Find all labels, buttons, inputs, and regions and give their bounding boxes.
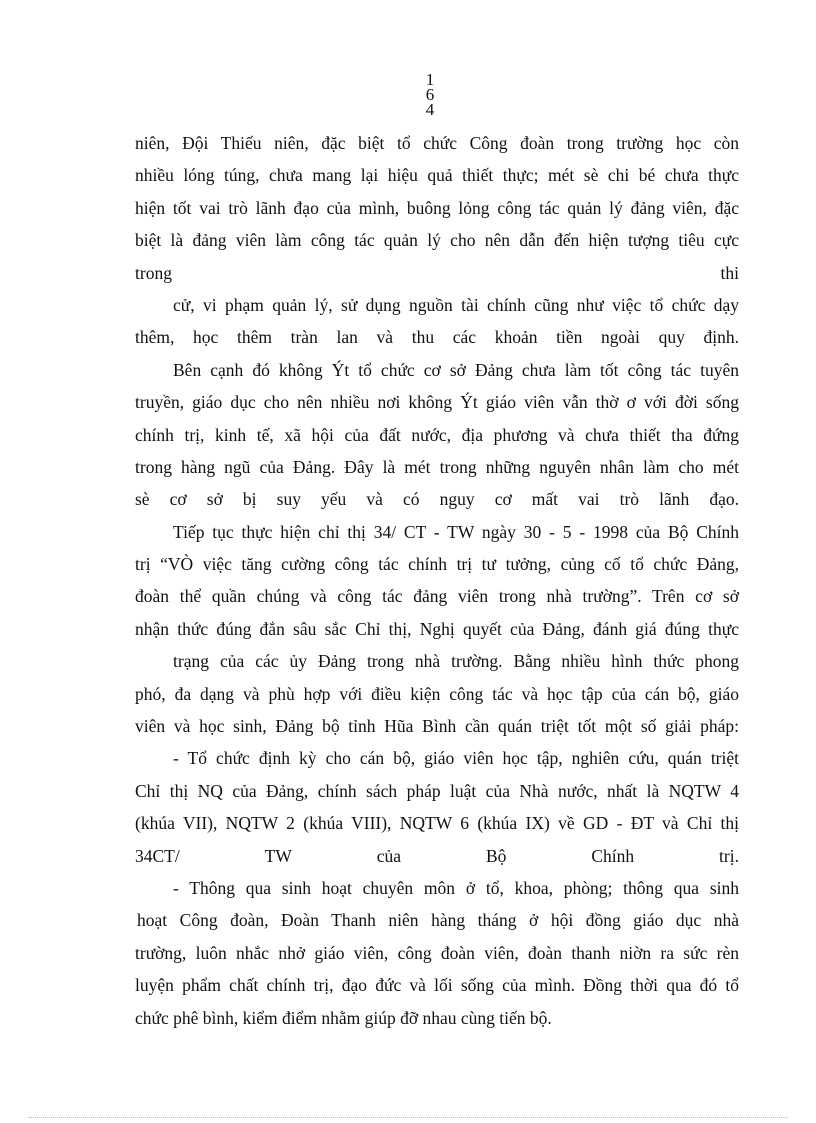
text-line: chính trị, kinh tế, xã hội của đất nước, địa phương và chưa thiết tha đứng [135,424,739,445]
text-line: thêm, học thêm tràn lan và thu các khoản tiền ngoài quy định. [135,327,739,348]
page-number-digit-3: 4 [425,100,435,119]
text-word: thi [720,262,739,283]
text-line: biệt là đảng viên làm công tác quản lý cho nên dẫn đến hiện tượng tiêu cực [135,230,739,251]
text-word: Chính [591,845,635,866]
text-line: nhận thức đúng đắn sâu sắc Chỉ thị, Nghị quyết của Đảng, đánh giá đúng thực [135,618,739,639]
text-line: đoàn thể quần chúng và công tác đảng viên trong nhà trường”. Trên cơ sở [135,586,739,607]
text-line: Chỉ thị NQ của Đảng, chính sách pháp luật của Nhà nước, nhất là NQTW 4 [135,780,739,801]
text-word: của [376,845,402,866]
text-line: Bên cạnh đó không Ýt tổ chức cơ sở Đảng chưa làm tốt công tác tuyên [173,359,739,380]
text-word: 34CT/ [135,845,180,866]
text-word: trị. [719,845,739,866]
text-line-split [135,253,739,285]
text-line: trong hàng ngũ của Đảng. Đây là mét trong những nguyên nhân làm cho mét [135,456,739,477]
text-line: truyền, giáo dục cho nên nhiều nơi không Ýt giáo viên vẫn thờ ơ với đời sống [135,392,739,413]
text-line: trường, luôn nhắc nhở giáo viên, công đoàn viên, đoàn thanh niờn ra sức rèn [135,942,739,963]
text-line: chức phê bình, kiểm điểm nhằm giúp đỡ nhau cùng tiến bộ. [135,1007,552,1028]
text-line: luyện phẩm chất chính trị, đạo đức và lối sống của mình. Đồng thời qua đó tổ [135,975,739,996]
text-line: - Tổ chức định kỳ cho cán bộ, giáo viên học tập, nghiên cứu, quán triệt [173,748,739,769]
text-line-split [135,836,739,868]
text-line: nhiều lóng túng, chưa mang lại hiệu quả thiết thực; mét sè chi bé chưa thực [135,165,739,186]
text-line: Tiếp tục thực hiện chỉ thị 34/ CT - TW ngày 30 - 5 - 1998 của Bộ Chính [173,521,739,542]
page-number [0,72,816,117]
text-line: sè cơ sở bị suy yếu và có nguy cơ mất vai trò lãnh đạo. [135,489,739,510]
text-word: TW [264,845,292,866]
text-word: Bộ [485,845,507,866]
text-line: (khúa VII), NQTW 2 (khúa VIII), NQTW 6 (khúa IX) về GD - ĐT và Chỉ thị [135,813,739,834]
text-line: phó, đa dạng và phù hợp với điều kiện công tác và học tập của cán bộ, giáo [135,683,739,704]
page-number-digit-2: 6 [425,85,435,104]
text-line: cử, vi phạm quản lý, sử dụng nguồn tài chính cũng như việc tổ chức dạy [173,294,739,315]
text-line: viên và học sinh, Đảng bộ tỉnh Hũa Bình cần quán triệt tốt một số giải pháp: [135,716,739,737]
text-line: niên, Đội Thiếu niên, đặc biệt tổ chức Công đoàn trong trường học còn [135,133,739,153]
text-line: trị “VÒ việc tăng cường công tác chính trị tư tưởng, củng cố tổ chức Đảng, [135,554,739,575]
text-line: hiện tốt vai trò lãnh đạo của mình, buông lỏng công tác quản lý đảng viên, đặc [135,197,739,218]
text-line: - Thông qua sinh hoạt chuyên môn ở tổ, khoa, phòng; thông qua sinh [173,877,739,898]
document-body [135,123,739,1030]
text-line: hoạt Công đoàn, Đoàn Thanh niên hàng tháng ở hội đồng giáo dục nhà [137,910,739,931]
text-line: trạng của các ủy Đảng trong nhà trường. Bằng nhiều hình thức phong [173,651,739,672]
footer-divider [28,1117,788,1118]
page-number-digit-1: 1 [425,70,435,89]
text-word: trong [135,262,172,283]
